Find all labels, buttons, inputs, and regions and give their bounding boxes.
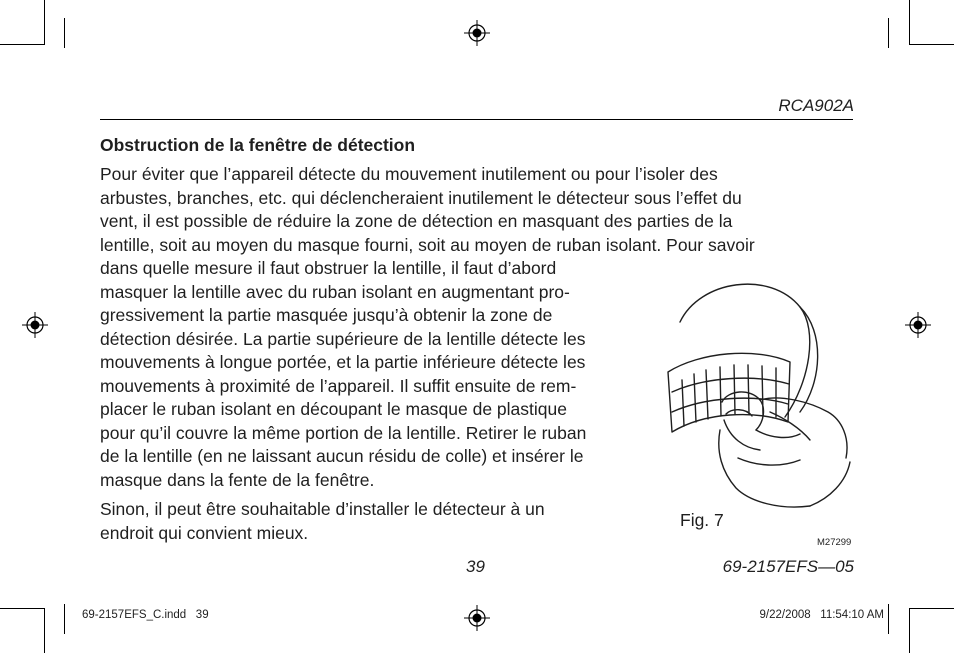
paragraph-line: Pour éviter que l’appareil détecte du mouvement inutilement ou pour l’isoler des (100, 164, 718, 184)
sensor-masking-illustration (660, 262, 860, 517)
paragraph-line: détection désirée. La partie supérieure de la lentille détecte les (100, 328, 586, 349)
paragraph-line: dans quelle mesure il faut obstruer la lentille, il faut d’abord (100, 258, 557, 278)
figure-code: M27299 (817, 537, 852, 548)
paragraph-line: masquer la lentille avec du ruban isolant en augmentant pro- (100, 281, 570, 302)
paragraph-line: Sinon, il peut être souhaitable d’installer le détecteur à un (100, 499, 545, 519)
paragraph-line: masque dans la fente de la fenêtre. (100, 469, 375, 490)
paragraph-line: endroit qui convient mieux. (100, 522, 309, 543)
paragraph-line: mouvements à longue portée, et la partie inférieure détecte les (100, 352, 586, 372)
paragraph-line: de la lentille (en ne laissant aucun résidu de colle) et insérer le (100, 446, 584, 466)
section-title: Obstruction de la fenêtre de détection (100, 135, 416, 155)
slug-timestamp (760, 609, 884, 621)
paragraph-line: lentille, soit au moyen du masque fourni, soit au moyen de ruban isolant. Pour savoir (100, 234, 755, 255)
paragraph-line: vent, il est possible de réduire la zone de détection en masquant des parties de la (100, 211, 733, 231)
slug-filename (82, 609, 209, 621)
paragraph-line: pour qu’il couvre la même portion de la lentille. Retirer le ruban (100, 422, 587, 443)
registration-mark-icon (464, 605, 490, 631)
paragraph-line: placer le ruban isolant en découpant le masque de plastique (100, 399, 567, 419)
document-number: 69-2157EFS—05 (722, 557, 854, 576)
paragraph-line: gressivement la partie masquée jusqu’à obtenir la zone de (100, 305, 553, 325)
model-number: RCA902A (778, 96, 854, 115)
paragraph-line: arbustes, branches, etc. qui déclencheraient inutilement le détecteur sous l’effet du (100, 187, 742, 208)
paragraph-line: mouvements à proximité de l’appareil. Il suffit ensuite de rem- (100, 375, 577, 396)
slug-filename-text: 69-2157EFS_C.indd 39 (82, 609, 209, 621)
registration-mark-icon (22, 312, 48, 338)
registration-mark-icon (905, 312, 931, 338)
body-paragraph (100, 498, 545, 545)
page-number: 39 (466, 557, 485, 576)
slug-timestamp-text: 9/22/2008 11:54:10 AM (759, 609, 884, 621)
registration-mark-icon (464, 20, 490, 46)
figure-label: Fig. 7 (680, 510, 724, 530)
header-rule (100, 119, 853, 120)
body-paragraph (100, 163, 755, 492)
